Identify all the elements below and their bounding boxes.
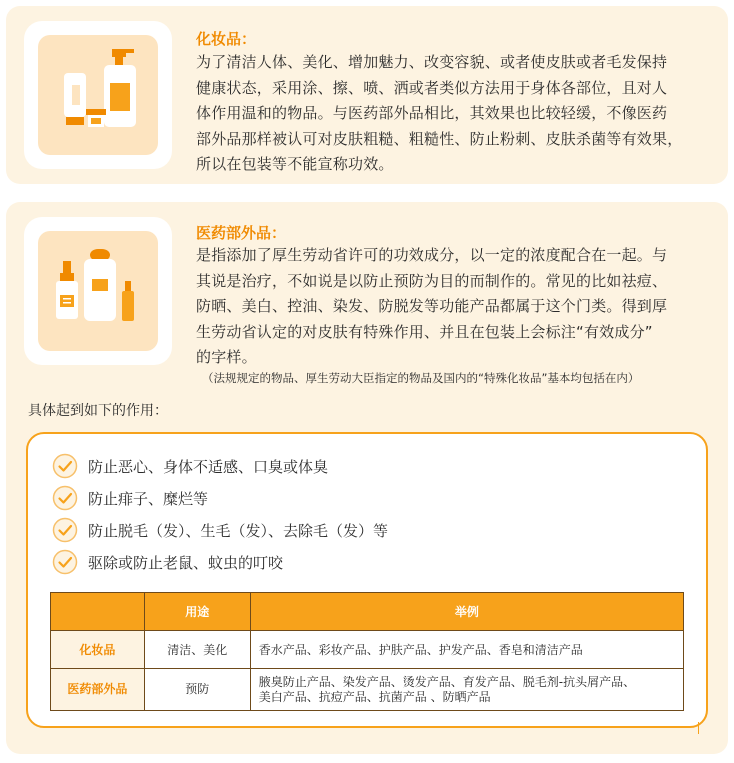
effects-intro: 具体起到如下的作用： [28, 403, 168, 419]
effect-item-label: 防止脱毛（发）、生毛（发）、去除毛（发）等 [88, 521, 389, 540]
table-row-name: 医药部外品 [51, 669, 145, 711]
effect-item-label: 驱除或防止老鼠、蚊虫的叮咬 [88, 553, 284, 572]
effect-item [52, 548, 283, 576]
table-header-cell [51, 593, 145, 631]
table-row-name: 化妆品 [51, 631, 145, 669]
table-row-examples [250, 669, 683, 711]
quasi-drugs-note: （法规规定的物品、厚生劳动大臣指定的物品及国内的“特殊化妆品”基本均包括在内） [202, 371, 640, 385]
paragraph-line: 部外品那样被认可对皮肤粗糙、粗糙性、防止粉刺、皮肤杀菌等有效果， [196, 129, 683, 148]
table-row-examples [250, 631, 683, 669]
cosmetics-paragraph [196, 50, 726, 178]
table-header-row [51, 593, 684, 631]
paragraph-line: 是指添加了厚生劳动省许可的功效成分，以一定的浓度配合在一起。与 [196, 246, 668, 264]
table-row [51, 631, 684, 669]
check-circle-icon [52, 549, 78, 575]
decorative-tick [698, 722, 699, 734]
effect-item-label: 防止痱子、糜烂等 [88, 489, 209, 508]
paragraph-line: 所以在包装等不能宣称功效。 [196, 155, 394, 173]
table-header-cell: 举例 [250, 593, 683, 631]
paragraph-line: 防晒、美白、控油、染发、防脱发等功能产品都属于这个门类。得到厚 [196, 297, 668, 315]
quasi-drugs-heading: 医药部外品： [196, 224, 287, 242]
paragraph-line: 体作用温和的物品。与医药部外品相比，其效果也比较轻缓，不像医药 [196, 104, 668, 122]
examples-line: 腋臭防止产品、染发产品、烫发产品、育发产品、脱毛剂-抗头屑产品、 [258, 674, 636, 689]
quasi-drugs-paragraph [196, 243, 726, 371]
table-row-use: 清洁、美化 [144, 631, 250, 669]
paragraph-line: 健康状态，采用涂、擦、喷、洒或者类似方法用于身体各部位，且对人 [196, 78, 668, 97]
quasi-drug-bottles-icon [38, 231, 158, 351]
effects-panel [26, 432, 708, 728]
paragraph-line: 其说是治疗，不如说是以防止预防为目的而制作的。常见的比如祛痘、 [196, 271, 668, 290]
paragraph-line: 的字样。 [196, 348, 257, 366]
table-row-use: 预防 [144, 669, 250, 711]
paragraph-line: 生劳动省认定的对皮肤有特殊作用、并且在包装上会标注“有效成分” [196, 322, 653, 341]
table-header-cell: 用途 [144, 593, 250, 631]
check-circle-icon [52, 517, 78, 543]
effect-item-label: 防止恶心、身体不适感、口臭或体臭 [88, 457, 329, 476]
paragraph-line: 为了清洁人体、美化、增加魅力、改变容貌、或者使皮肤或者毛发保持 [196, 53, 668, 71]
cosmetics-icon-box [24, 21, 172, 169]
table-row [51, 669, 684, 711]
effect-item [52, 452, 328, 480]
effect-item [52, 516, 388, 544]
check-circle-icon [52, 453, 78, 479]
comparison-table [50, 592, 684, 711]
examples-line: 香水产品、彩妆产品、护肤产品、护发产品、香皂和清洁产品 [258, 643, 583, 657]
cosmetics-card [6, 6, 728, 184]
cosmetics-heading: 化妆品： [196, 30, 257, 48]
cosmetic-bottles-icon [38, 35, 158, 155]
quasi-drugs-icon-box [24, 217, 172, 365]
examples-line: 美白产品、抗痘产品、抗菌产品 、防晒产品 [258, 689, 491, 704]
effect-item [52, 484, 208, 512]
check-circle-icon [52, 485, 78, 511]
